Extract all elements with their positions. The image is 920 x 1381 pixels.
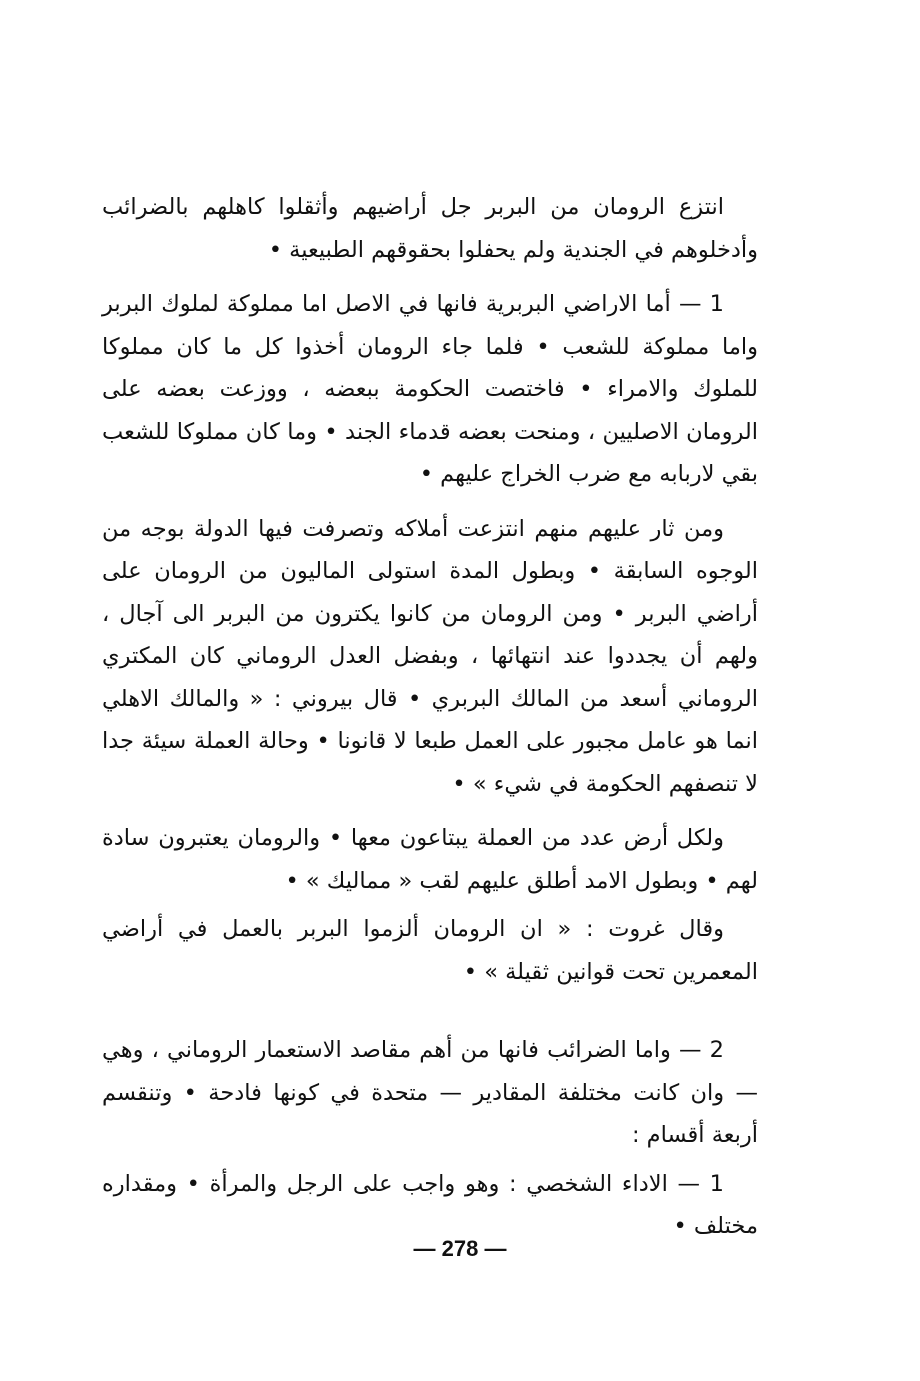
paragraph-workers: ولكل أرض عدد من العملة يبتاعون معها • والرومان يعتبرون سادة لهم • وبطول الامد أطلق عليهم لقب « مماليك » • [102, 825, 758, 894]
paragraph-land-seizure: انتزع الرومان من البربر جل أراضيهم وأثقلوا كاهلهم بالضرائب وأدخلوهم في الجندية ولم يحفلوا بحقوقهم الطبيعية • [102, 194, 758, 263]
paragraph-grote-quote: وقال غروت : « ان الرومان ألزموا البربر بالعمل في أراضي المعمرين تحت قوانين ثقيلة » • [102, 916, 758, 985]
page-body [102, 186, 758, 1248]
paragraph-rebels-property: ومن ثار عليهم منهم انتزعت أملاكه وتصرفت فيها الدولة بوجه من الوجوه السابقة • وبطول المدة استولى الماليون من الرومان على أراضي البربر • ومن الرومان من كانوا يكترون من البربر الى آجال ، ولهم أن يجددوا عند انتهائها ، وبفضل العدل الروماني كان المكتري الروماني أسعد من المالك البربري • قال بيروني : « والمالك الاهلي انما هو عامل مجبور على العمل طبعا لا قانونا • وحالة العملة سيئة جدا لا تنصفهم الحكومة في شيء » • [102, 515, 758, 797]
paragraph-personal-tax: 1 — الاداء الشخصي : وهو واجب على الرجل والمرأة • ومقداره مختلف • [102, 1170, 758, 1239]
page-number: — 278 — [413, 1236, 507, 1261]
paragraph-berber-lands: 1 — أما الاراضي البربرية فانها في الاصل اما مملوكة لملوك البربر واما مملوكة للشعب • فلما جاء الرومان أخذوا كل ما كان مملوكا للملوك والامراء • فاختصت الحكومة ببعضه ، ووزعت بعضه على الرومان الاصليين ، ومنحت بعضه قدماء الجند • وما كان مملوكا للشعب بقي لاربابه مع ضرب الخراج عليهم • [102, 291, 758, 487]
paragraph-taxes: 2 — واما الضرائب فانها من أهم مقاصد الاستعمار الروماني ، وهي — وان كانت مختلفة المقادير — متحدة في كونها فادحة • وتنقسم أربعة أقسام : [102, 1037, 758, 1148]
